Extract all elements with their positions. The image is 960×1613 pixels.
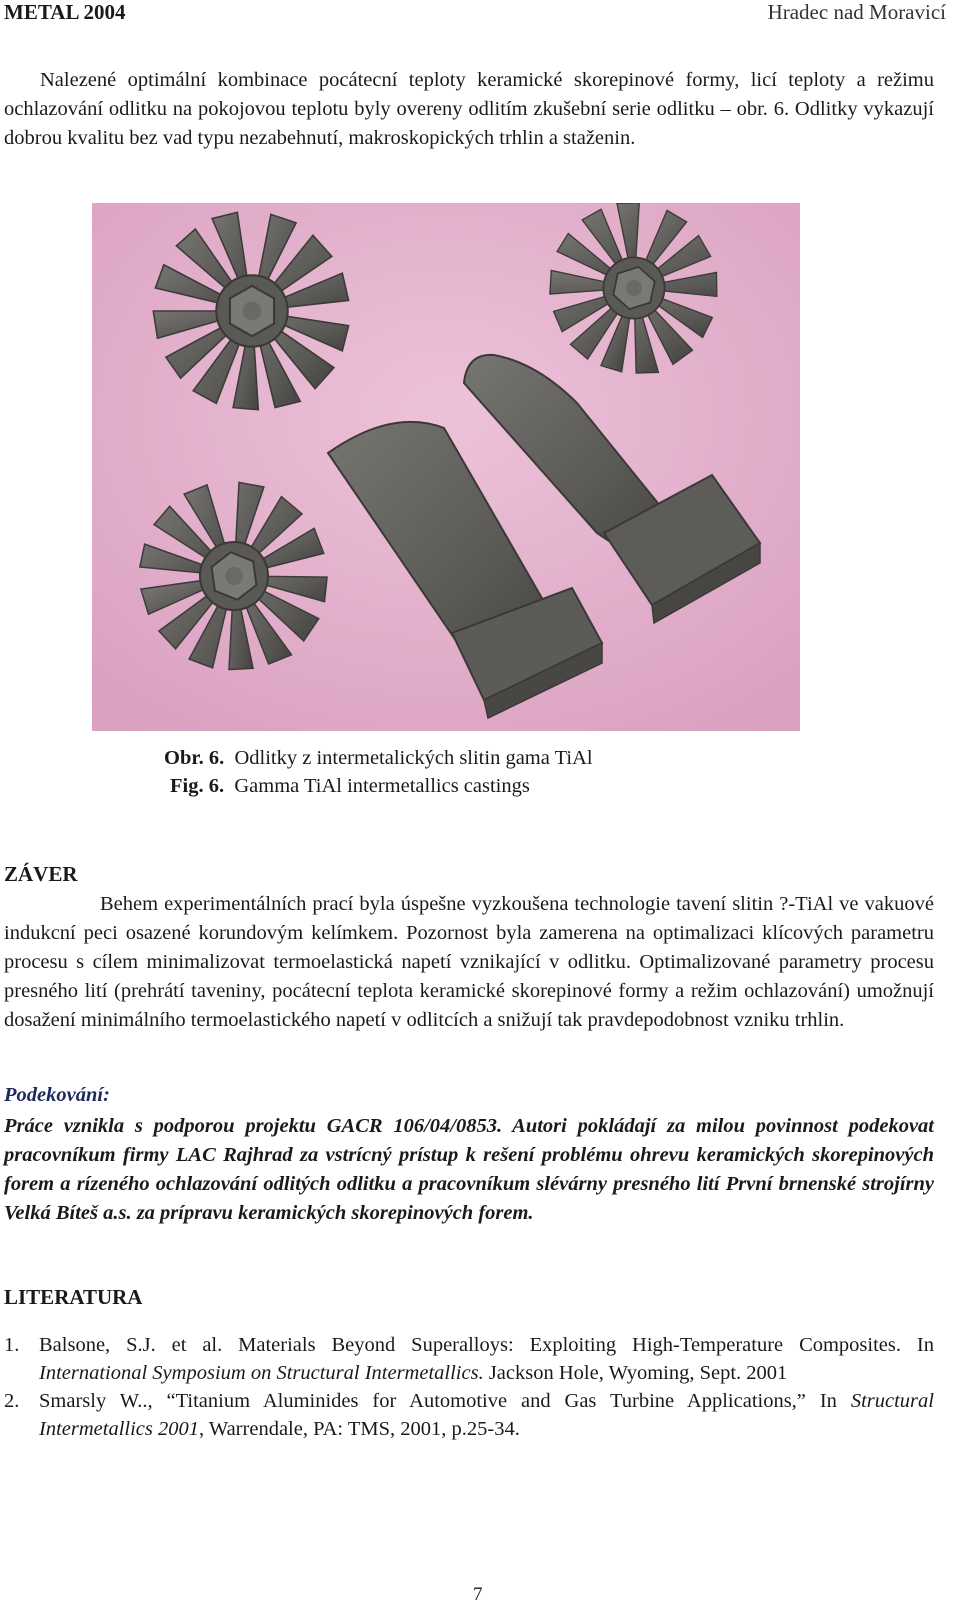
conclusion-paragraph: Behem experimentálních prací byla úspešne vyzkoušena technologie tavení slitin ?-TiAl ve vakuové indukcní peci osazené korundovým kelímkem. Pozornost byla zamerena na optimalizaci klícových parametru procesu s cílem minimalizovat termoelastická napetí vznikající v odlitku. Optimalizované parametry procesu presného lití (prehrátí taveniny, pocátecní teplota keramické skorepinové formy a režim ochlazování) umožnují dosažení minimálního termoelastického napetí v odlitcích a snižují tak pravdepodobnost vzniku trhlin. xyxy=(4,893,934,1031)
castings-photo xyxy=(92,203,800,731)
figure-label-en: Fig. 6. xyxy=(170,775,225,797)
page-number: 7 xyxy=(473,1584,483,1605)
reference-item xyxy=(4,1387,934,1443)
header-location: Hradec nad Moravicí xyxy=(767,0,946,24)
intro-paragraph: Nalezené optimální kombinace pocátecní teploty keramické skorepinové formy, licí teploty a režimu ochlazování odlitku na pokojovou teplotu byly overeny odlitím zkušební serie odlitku – obr. 6. Odlitky vykazují dobrou kvalitu bez vad typu nezabehnutí, makroskopických trhlin a staženin. xyxy=(4,69,934,149)
figure-label-cz: Obr. 6. xyxy=(164,747,225,769)
reference-title: International Symposium on Structural Intermetallics. xyxy=(39,1362,484,1384)
reference-number: 2. xyxy=(4,1390,20,1412)
acknowledgement-paragraph: Práce vznikla s podporou projektu GACR 106/04/0853. Autori pokládají za milou povinnost podekovat pracovníkum firmy LAC Rajhrad za vstrícný prístup k rešení problému ohrevu keramických skorepinových forem a rízeného ochlazování odlitých odlitku a pracovníkum slévárny presného lití První brnenské strojírny Velká Bíteš a.s. za prípravu keramických skorepinových forem. xyxy=(4,1115,934,1224)
conclusion-heading: ZÁVER xyxy=(4,862,78,886)
reference-text: Smarsly W.., “Titanium Aluminides for Automotive and Gas Turbine Applications,” In Structural Intermetallics 2001, Warrendale, PA: TMS, 2001, p.25-34. xyxy=(39,1390,934,1440)
reference-list xyxy=(4,1331,934,1443)
reference-item xyxy=(4,1331,934,1387)
figure-caption-en xyxy=(170,775,530,798)
figure-caption-cz xyxy=(164,747,593,770)
reference-number: 1. xyxy=(4,1334,20,1356)
reference-text: Balsone, S.J. et al. Materials Beyond Superalloys: Exploiting High-Temperature Composites. In International Symposium on Structural Intermetallics. Jackson Hole, Wyoming, Sept. 2001 xyxy=(39,1334,934,1384)
literature-heading: LITERATURA xyxy=(4,1285,143,1309)
figure-text-cz: Odlitky z intermetalických slitin gama TiAl xyxy=(234,747,593,769)
reference-title: Structural Intermetallics 2001 xyxy=(39,1390,934,1440)
figure-text-en: Gamma TiAl intermetallics castings xyxy=(234,775,530,797)
acknowledgement-heading: Podekování: xyxy=(4,1084,110,1106)
header-conference: METAL 2004 xyxy=(4,0,126,24)
